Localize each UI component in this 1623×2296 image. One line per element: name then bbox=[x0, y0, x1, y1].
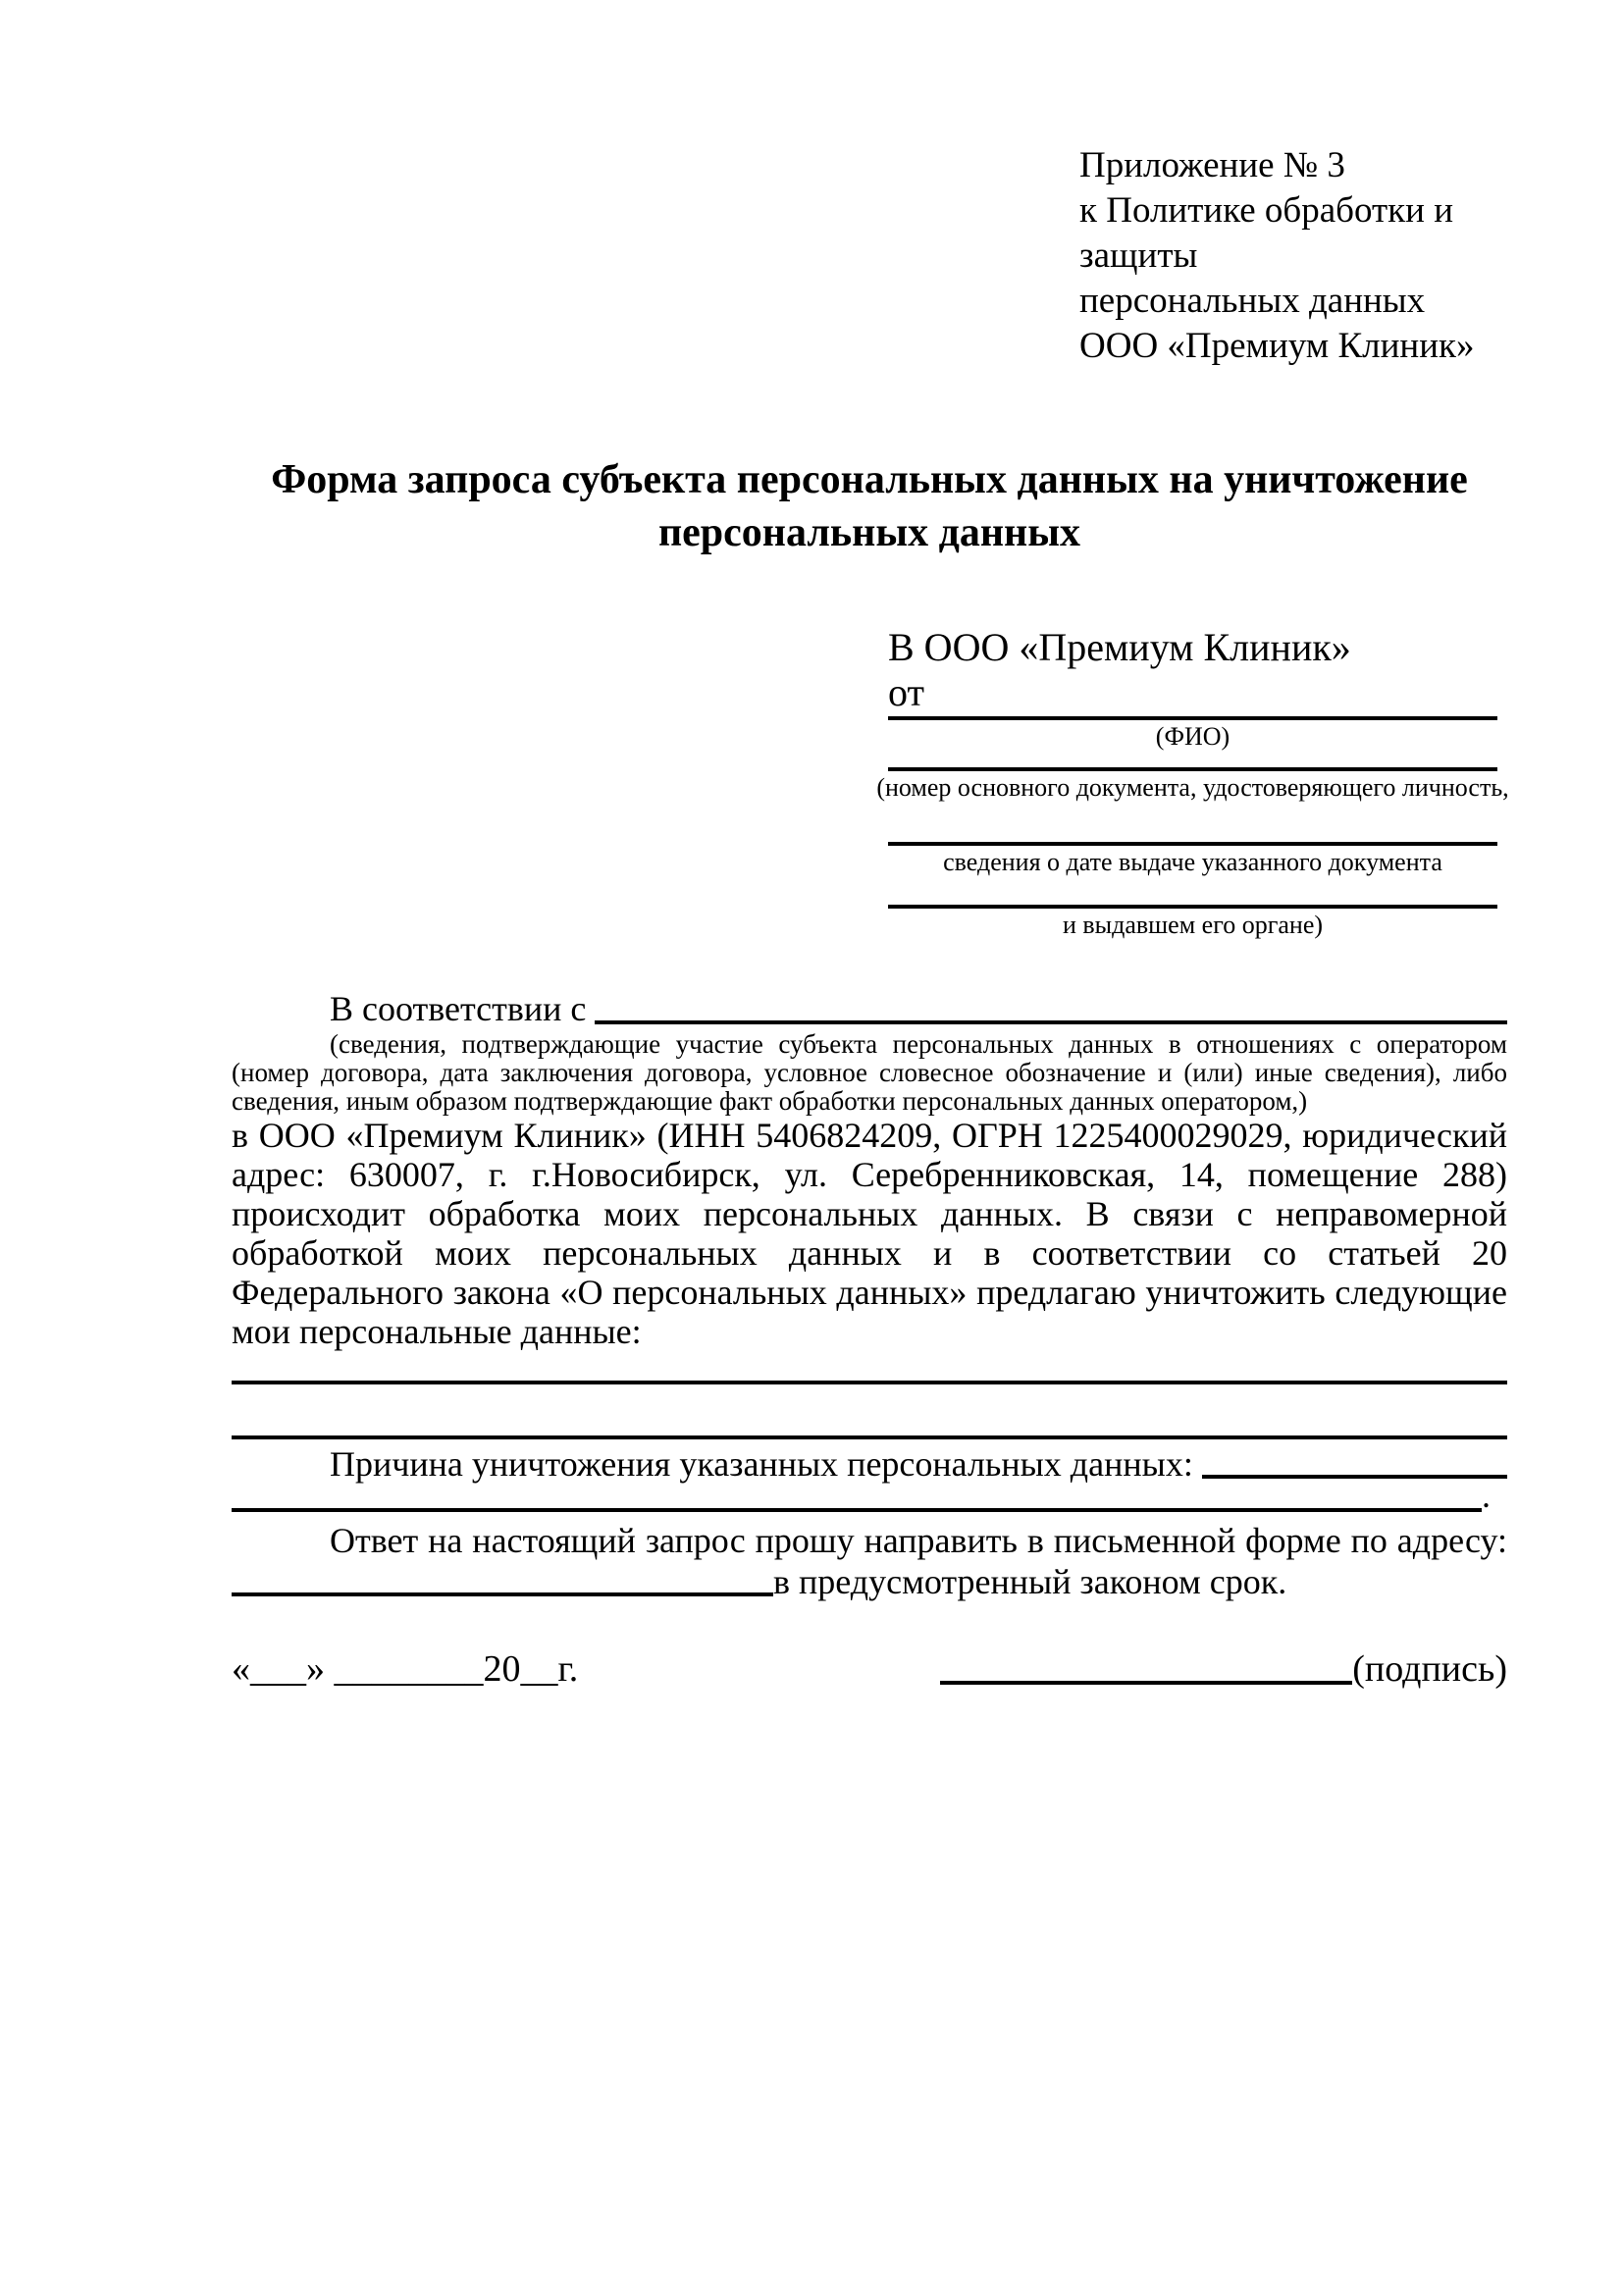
addressee-to: В ООО «Премиум Клиник» bbox=[888, 625, 1351, 669]
signature-group bbox=[940, 1647, 1507, 1691]
signature-blank-field bbox=[940, 1647, 1352, 1685]
address-line bbox=[232, 1561, 1507, 1602]
consent-footnote: (сведения, подтверждающие участие субъекта персональных данных в отношениях с оператором (номер договора, дата заключения договора, условное словесное обозначение и (или) иные сведения), либо сведения, иным образом подтверждающие факт обработки персональных данных оператором,) bbox=[232, 1029, 1507, 1116]
reason-blank-field bbox=[1202, 1443, 1507, 1479]
personal-data-blank-line-1 bbox=[232, 1381, 1507, 1384]
period-text: . bbox=[1482, 1476, 1491, 1515]
fio-blank-field bbox=[888, 712, 1497, 720]
date-blank-field: «___» ________20__г. bbox=[232, 1648, 579, 1690]
document-number-caption: (номер основного документа, удостоверяющего личность, bbox=[876, 773, 1509, 802]
answer-tail-text: в предусмотренный законом срок. bbox=[773, 1562, 1287, 1601]
appendix-header-line: к Политике обработки и защиты bbox=[1079, 190, 1454, 276]
fio-caption: (ФИО) bbox=[1155, 722, 1230, 751]
signature-row bbox=[232, 1647, 1507, 1691]
document-title bbox=[232, 453, 1507, 559]
issue-date-blank-field bbox=[888, 803, 1497, 846]
address-blank-field bbox=[232, 1561, 773, 1596]
consent-label: В соответствии с bbox=[330, 989, 596, 1028]
signature-caption: (подпись) bbox=[1352, 1648, 1507, 1690]
issuing-authority-caption: и выдавшем его органе) bbox=[1062, 911, 1324, 939]
appendix-header bbox=[1079, 143, 1507, 369]
appendix-header-line: Приложение № 3 bbox=[1079, 145, 1345, 185]
addressee-from: от bbox=[888, 670, 924, 714]
document-number-blank-field bbox=[888, 752, 1497, 771]
personal-data-blank-line-2 bbox=[232, 1435, 1507, 1439]
appendix-header-line: персональных данных bbox=[1079, 281, 1426, 321]
consent-line bbox=[232, 987, 1507, 1030]
reason-label: Причина уничтожения указанных персональных данных: bbox=[330, 1444, 1202, 1484]
document-title-line: персональных данных bbox=[657, 510, 1081, 555]
main-paragraph: в ООО «Премиум Клиник» (ИНН 5406824209, ОГРН 1225400029029, юридический адрес: 630007, г. г.Новосибирск, ул. Серебренниковская, 14, помещение 288) происходит обработка моих персональных данных. В связи с неправомерной обработкой моих персональных данных и в соответствии со статьей 20 Федерального закона «О персональных данных» предлагаю уничтожить следующие мои персональные данные: bbox=[232, 1116, 1507, 1351]
reason-line bbox=[232, 1443, 1507, 1485]
appendix-header-line: ООО «Премиум Клиник» bbox=[1079, 326, 1475, 366]
issuing-authority-blank-field bbox=[888, 877, 1497, 909]
addressee-block bbox=[876, 622, 1509, 940]
reason-blank-line-2 bbox=[232, 1476, 1507, 1515]
issue-date-caption: сведения о дате выдаче указанного документа bbox=[943, 848, 1442, 876]
consent-blank-field bbox=[595, 987, 1507, 1024]
document-title-line: Форма запроса субъекта персональных данных на уничтожение bbox=[271, 457, 1468, 502]
answer-paragraph: Ответ на настоящий запрос прошу направить в письменной форме по адресу: bbox=[330, 1521, 1507, 1560]
reason-blank-field-continued bbox=[232, 1508, 1482, 1512]
